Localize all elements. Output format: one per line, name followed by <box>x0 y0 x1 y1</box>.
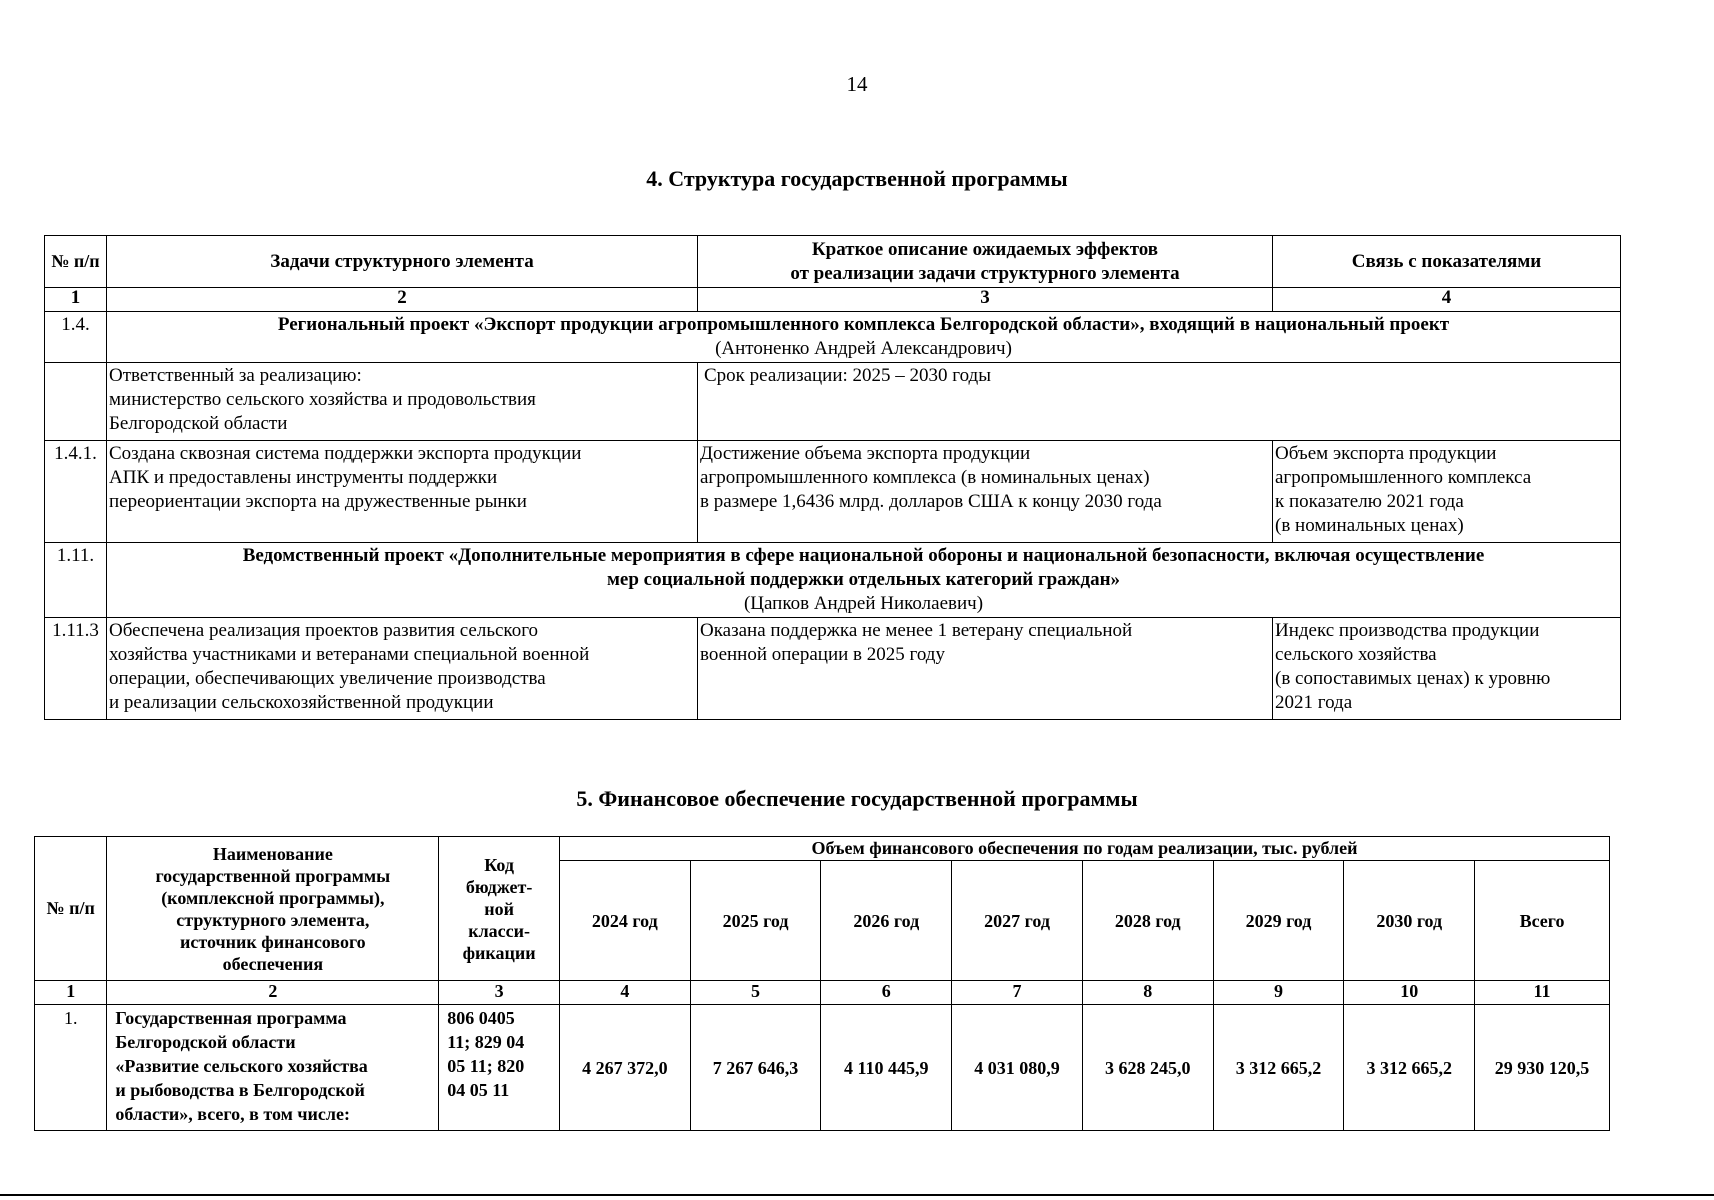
task-line: и реализации сельскохозяйственной продукции <box>109 692 494 713</box>
year-header: 2029 год <box>1213 861 1344 981</box>
year-header: 2030 год <box>1344 861 1475 981</box>
row-code-line: 04 05 11 <box>447 1080 510 1100</box>
responsible-line: министерство сельского хозяйства и продовольствия <box>109 389 536 410</box>
col-number-4: 4 <box>1273 288 1621 312</box>
fin-header-name-line: (комплексной программы), <box>161 887 385 908</box>
section5-title: 5. Финансовое обеспечение государственной программы <box>576 786 1138 811</box>
value-2029: 3 312 665,2 <box>1213 1005 1344 1131</box>
fin-header-code <box>439 837 560 981</box>
value-2025: 7 267 646,3 <box>690 1005 821 1131</box>
section4-title: 4. Структура государственной программы <box>646 166 1068 191</box>
fin-col-number: 9 <box>1213 981 1344 1005</box>
effect-line: Оказана поддержка не менее 1 ветерану специальной <box>700 620 1133 641</box>
responsible-line: Белгородской области <box>109 413 288 434</box>
fin-header-name-line: государственной программы <box>155 865 391 886</box>
page-number: 14 <box>846 72 868 96</box>
value-2026: 4 110 445,9 <box>821 1005 952 1131</box>
value-2024: 4 267 372,0 <box>559 1005 690 1131</box>
task1-indicator <box>1273 441 1621 543</box>
year-header: 2025 год <box>690 861 821 981</box>
fin-col-number: 3 <box>439 981 560 1005</box>
project1-person: (Антоненко Андрей Александрович) <box>715 338 1012 359</box>
row-code-line: 11; 829 04 <box>447 1032 525 1052</box>
indicator-line: (в номинальных ценах) <box>1275 515 1464 536</box>
task-line: операции, обеспечивающих увеличение производства <box>109 668 546 689</box>
fin-col-number: 7 <box>952 981 1083 1005</box>
task2-num: 1.11.3 <box>45 618 107 720</box>
structure-table <box>44 235 1621 720</box>
year-header: 2027 год <box>952 861 1083 981</box>
fin-header-name <box>107 837 439 981</box>
project1-empty-cell <box>45 363 107 441</box>
row-name-line: «Развитие сельского хозяйства <box>115 1056 368 1076</box>
task2-description <box>107 618 698 720</box>
row-name <box>107 1005 439 1131</box>
indicator-line: Индекс производства продукции <box>1275 620 1540 641</box>
task1-description <box>107 441 698 543</box>
effect-line: военной операции в 2025 году <box>700 644 945 665</box>
fin-header-name-line: обеспечения <box>222 953 324 974</box>
project1-header <box>107 312 1621 363</box>
fin-header-num: № п/п <box>35 837 107 981</box>
header-effects-line2: от реализации задачи структурного элемента <box>790 262 1180 284</box>
fin-col-number: 8 <box>1082 981 1213 1005</box>
row-name-line: Государственная программа <box>115 1008 347 1028</box>
year-header: 2026 год <box>821 861 952 981</box>
header-tasks: Задачи структурного элемента <box>107 236 698 288</box>
fin-col-number: 6 <box>821 981 952 1005</box>
col-number-2: 2 <box>107 288 698 312</box>
row-name-line: Белгородской области <box>115 1032 296 1052</box>
task1-num: 1.4.1. <box>45 441 107 543</box>
scan-edge-divider <box>0 1194 1714 1196</box>
project1-num: 1.4. <box>45 312 107 363</box>
fin-header-code-line: Код <box>484 854 514 875</box>
indicator-line: сельского хозяйства <box>1275 644 1437 665</box>
task1-effect <box>698 441 1273 543</box>
project1-title: Региональный проект «Экспорт продукции агропромышленного комплекса Белгородской области», входящий в национальный проект <box>277 314 1450 335</box>
effect-line: в размере 1,6436 млрд. долларов США к концу 2030 года <box>700 491 1162 512</box>
row-num: 1. <box>35 1005 107 1131</box>
fin-header-name-line: источник финансового <box>179 931 366 952</box>
value-total: 29 930 120,5 <box>1475 1005 1610 1131</box>
value-2028: 3 628 245,0 <box>1082 1005 1213 1131</box>
year-header: 2024 год <box>559 861 690 981</box>
header-effects-line1: Краткое описание ожидаемых эффектов <box>811 238 1159 260</box>
col-number-3: 3 <box>698 288 1273 312</box>
fin-header-code-line: фикации <box>462 942 536 963</box>
effect-line: Достижение объема экспорта продукции <box>700 443 1031 464</box>
fin-col-number: 4 <box>559 981 690 1005</box>
table-row <box>35 1005 1610 1131</box>
row-code-line: 05 11; 820 <box>447 1056 525 1076</box>
header-indicators: Связь с показателями <box>1273 236 1621 288</box>
project1-period: Срок реализации: 2025 – 2030 годы <box>698 363 1621 441</box>
row-code-line: 806 0405 <box>447 1008 515 1028</box>
task-line: Создана сквозная система поддержки экспорта продукции <box>109 443 582 464</box>
fin-header-code-line: бюджет- <box>465 876 533 897</box>
project2-header <box>107 543 1621 618</box>
task2-indicator <box>1273 618 1621 720</box>
value-2030: 3 312 665,2 <box>1344 1005 1475 1131</box>
header-num: № п/п <box>45 236 107 288</box>
value-2027: 4 031 080,9 <box>952 1005 1083 1131</box>
fin-header-volume: Объем финансового обеспечения по годам реализации, тыс. рублей <box>559 837 1609 861</box>
indicator-line: агропромышленного комплекса <box>1275 467 1532 488</box>
project2-title-line1: Ведомственный проект «Дополнительные мероприятия в сфере национальной обороны и национальной безопасности, включая осуществление <box>242 545 1485 566</box>
project2-num: 1.11. <box>45 543 107 618</box>
indicator-line: (в сопоставимых ценах) к уровню <box>1275 668 1551 689</box>
task2-effect <box>698 618 1273 720</box>
row-code <box>439 1005 560 1131</box>
fin-header-name-line: Наименование <box>212 843 333 864</box>
year-header: 2028 год <box>1082 861 1213 981</box>
responsible-line: Ответственный за реализацию: <box>109 365 362 386</box>
row-name-line: области», всего, в том числе: <box>115 1104 350 1124</box>
col-number-1: 1 <box>45 288 107 312</box>
indicator-line: к показателю 2021 года <box>1275 491 1464 512</box>
fin-header-code-line: класси- <box>468 920 531 941</box>
indicator-line: Объем экспорта продукции <box>1275 443 1497 464</box>
total-header: Всего <box>1475 861 1610 981</box>
fin-header-name-line: структурного элемента, <box>176 909 370 930</box>
finance-table <box>34 836 1610 1131</box>
fin-col-number: 1 <box>35 981 107 1005</box>
fin-header-code-line: ной <box>484 898 514 919</box>
project1-responsible <box>107 363 698 441</box>
header-effects <box>698 236 1273 288</box>
fin-col-number: 2 <box>107 981 439 1005</box>
task-line: Обеспечена реализация проектов развития сельского <box>109 620 539 641</box>
task-line: хозяйства участниками и ветеранами специальной военной <box>109 644 590 665</box>
task-line: АПК и предоставлены инструменты поддержки <box>109 467 498 488</box>
indicator-line: 2021 года <box>1275 692 1353 713</box>
project2-person: (Цапков Андрей Николаевич) <box>743 593 984 614</box>
fin-col-number: 10 <box>1344 981 1475 1005</box>
effect-line: агропромышленного комплекса (в номинальных ценах) <box>700 467 1150 488</box>
project2-title-line2: мер социальной поддержки отдельных категорий граждан» <box>606 569 1121 590</box>
row-name-line: и рыбоводства в Белгородской <box>115 1080 365 1100</box>
fin-col-number: 5 <box>690 981 821 1005</box>
fin-col-number: 11 <box>1475 981 1610 1005</box>
task-line: переориентации экспорта на дружественные рынки <box>109 491 527 512</box>
